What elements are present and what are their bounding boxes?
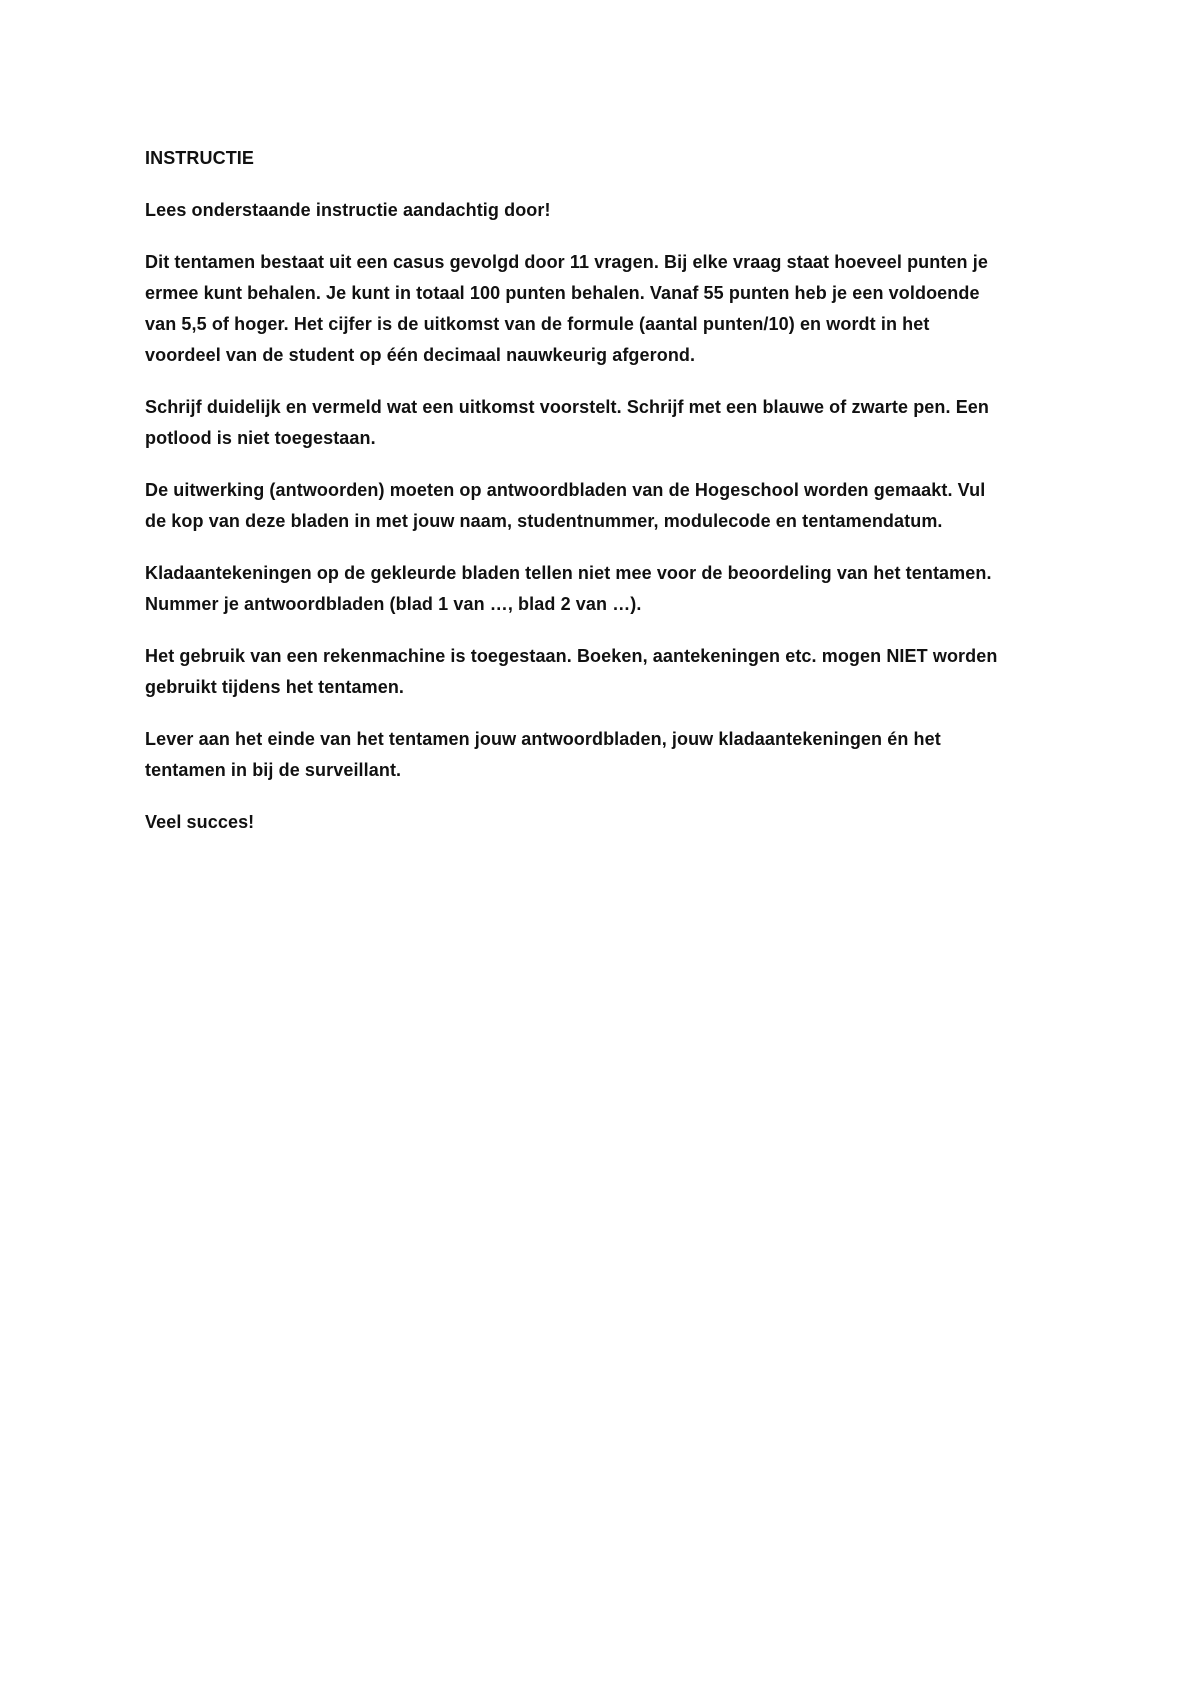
text-line: Veel succes!: [145, 812, 255, 832]
text-line: Nummer je antwoordbladen (blad 1 van …, blad 2 van …).: [145, 594, 642, 614]
paragraph-closing: [145, 807, 1070, 838]
paragraph-allowed-aids: [145, 641, 1070, 703]
text-line: ermee kunt behalen. Je kunt in totaal 100 punten behalen. Vanaf 55 punten heb je een voldoende: [145, 283, 980, 303]
text-line: De uitwerking (antwoorden) moeten op antwoordbladen van de Hogeschool worden gemaakt. Vul: [145, 480, 986, 500]
instruction-body: [145, 143, 1070, 859]
text-line: Het gebruik van een rekenmachine is toegestaan. Boeken, aantekeningen etc. mogen NIET worden: [145, 646, 998, 666]
text-line: Schrijf duidelijk en vermeld wat een uitkomst voorstelt. Schrijf met een blauwe of zwarte pen. Een: [145, 397, 990, 417]
text-line: Kladaantekeningen op de gekleurde bladen tellen niet mee voor de beoordeling van het tentamen.: [145, 563, 992, 583]
text-line: voordeel van de student op één decimaal nauwkeurig afgerond.: [145, 345, 696, 365]
text-line: gebruikt tijdens het tentamen.: [145, 677, 405, 697]
text-line: tentamen in bij de surveillant.: [145, 760, 402, 780]
paragraph-answer-sheets: [145, 475, 1070, 537]
document-title: INSTRUCTIE: [145, 148, 254, 168]
paragraph-handing-in: [145, 724, 1070, 786]
text-line: van 5,5 of hoger. Het cijfer is de uitkomst van de formule (aantal punten/10) en wordt in het: [145, 314, 930, 334]
paragraph-scratch-notes: [145, 558, 1070, 620]
text-line: Dit tentamen bestaat uit een casus gevolgd door 11 vragen. Bij elke vraag staat hoeveel punten je: [145, 252, 988, 272]
text-line: Lever aan het einde van het tentamen jouw antwoordbladen, jouw kladaantekeningen én het: [145, 729, 941, 749]
text-line: potlood is niet toegestaan.: [145, 428, 376, 448]
text-line: de kop van deze bladen in met jouw naam, studentnummer, modulecode en tentamendatum.: [145, 511, 943, 531]
paragraph-intro: [145, 195, 1070, 226]
text-line: Lees onderstaande instructie aandachtig door!: [145, 200, 551, 220]
paragraph-exam-scoring: [145, 247, 1070, 371]
paragraph-writing-rules: [145, 392, 1070, 454]
